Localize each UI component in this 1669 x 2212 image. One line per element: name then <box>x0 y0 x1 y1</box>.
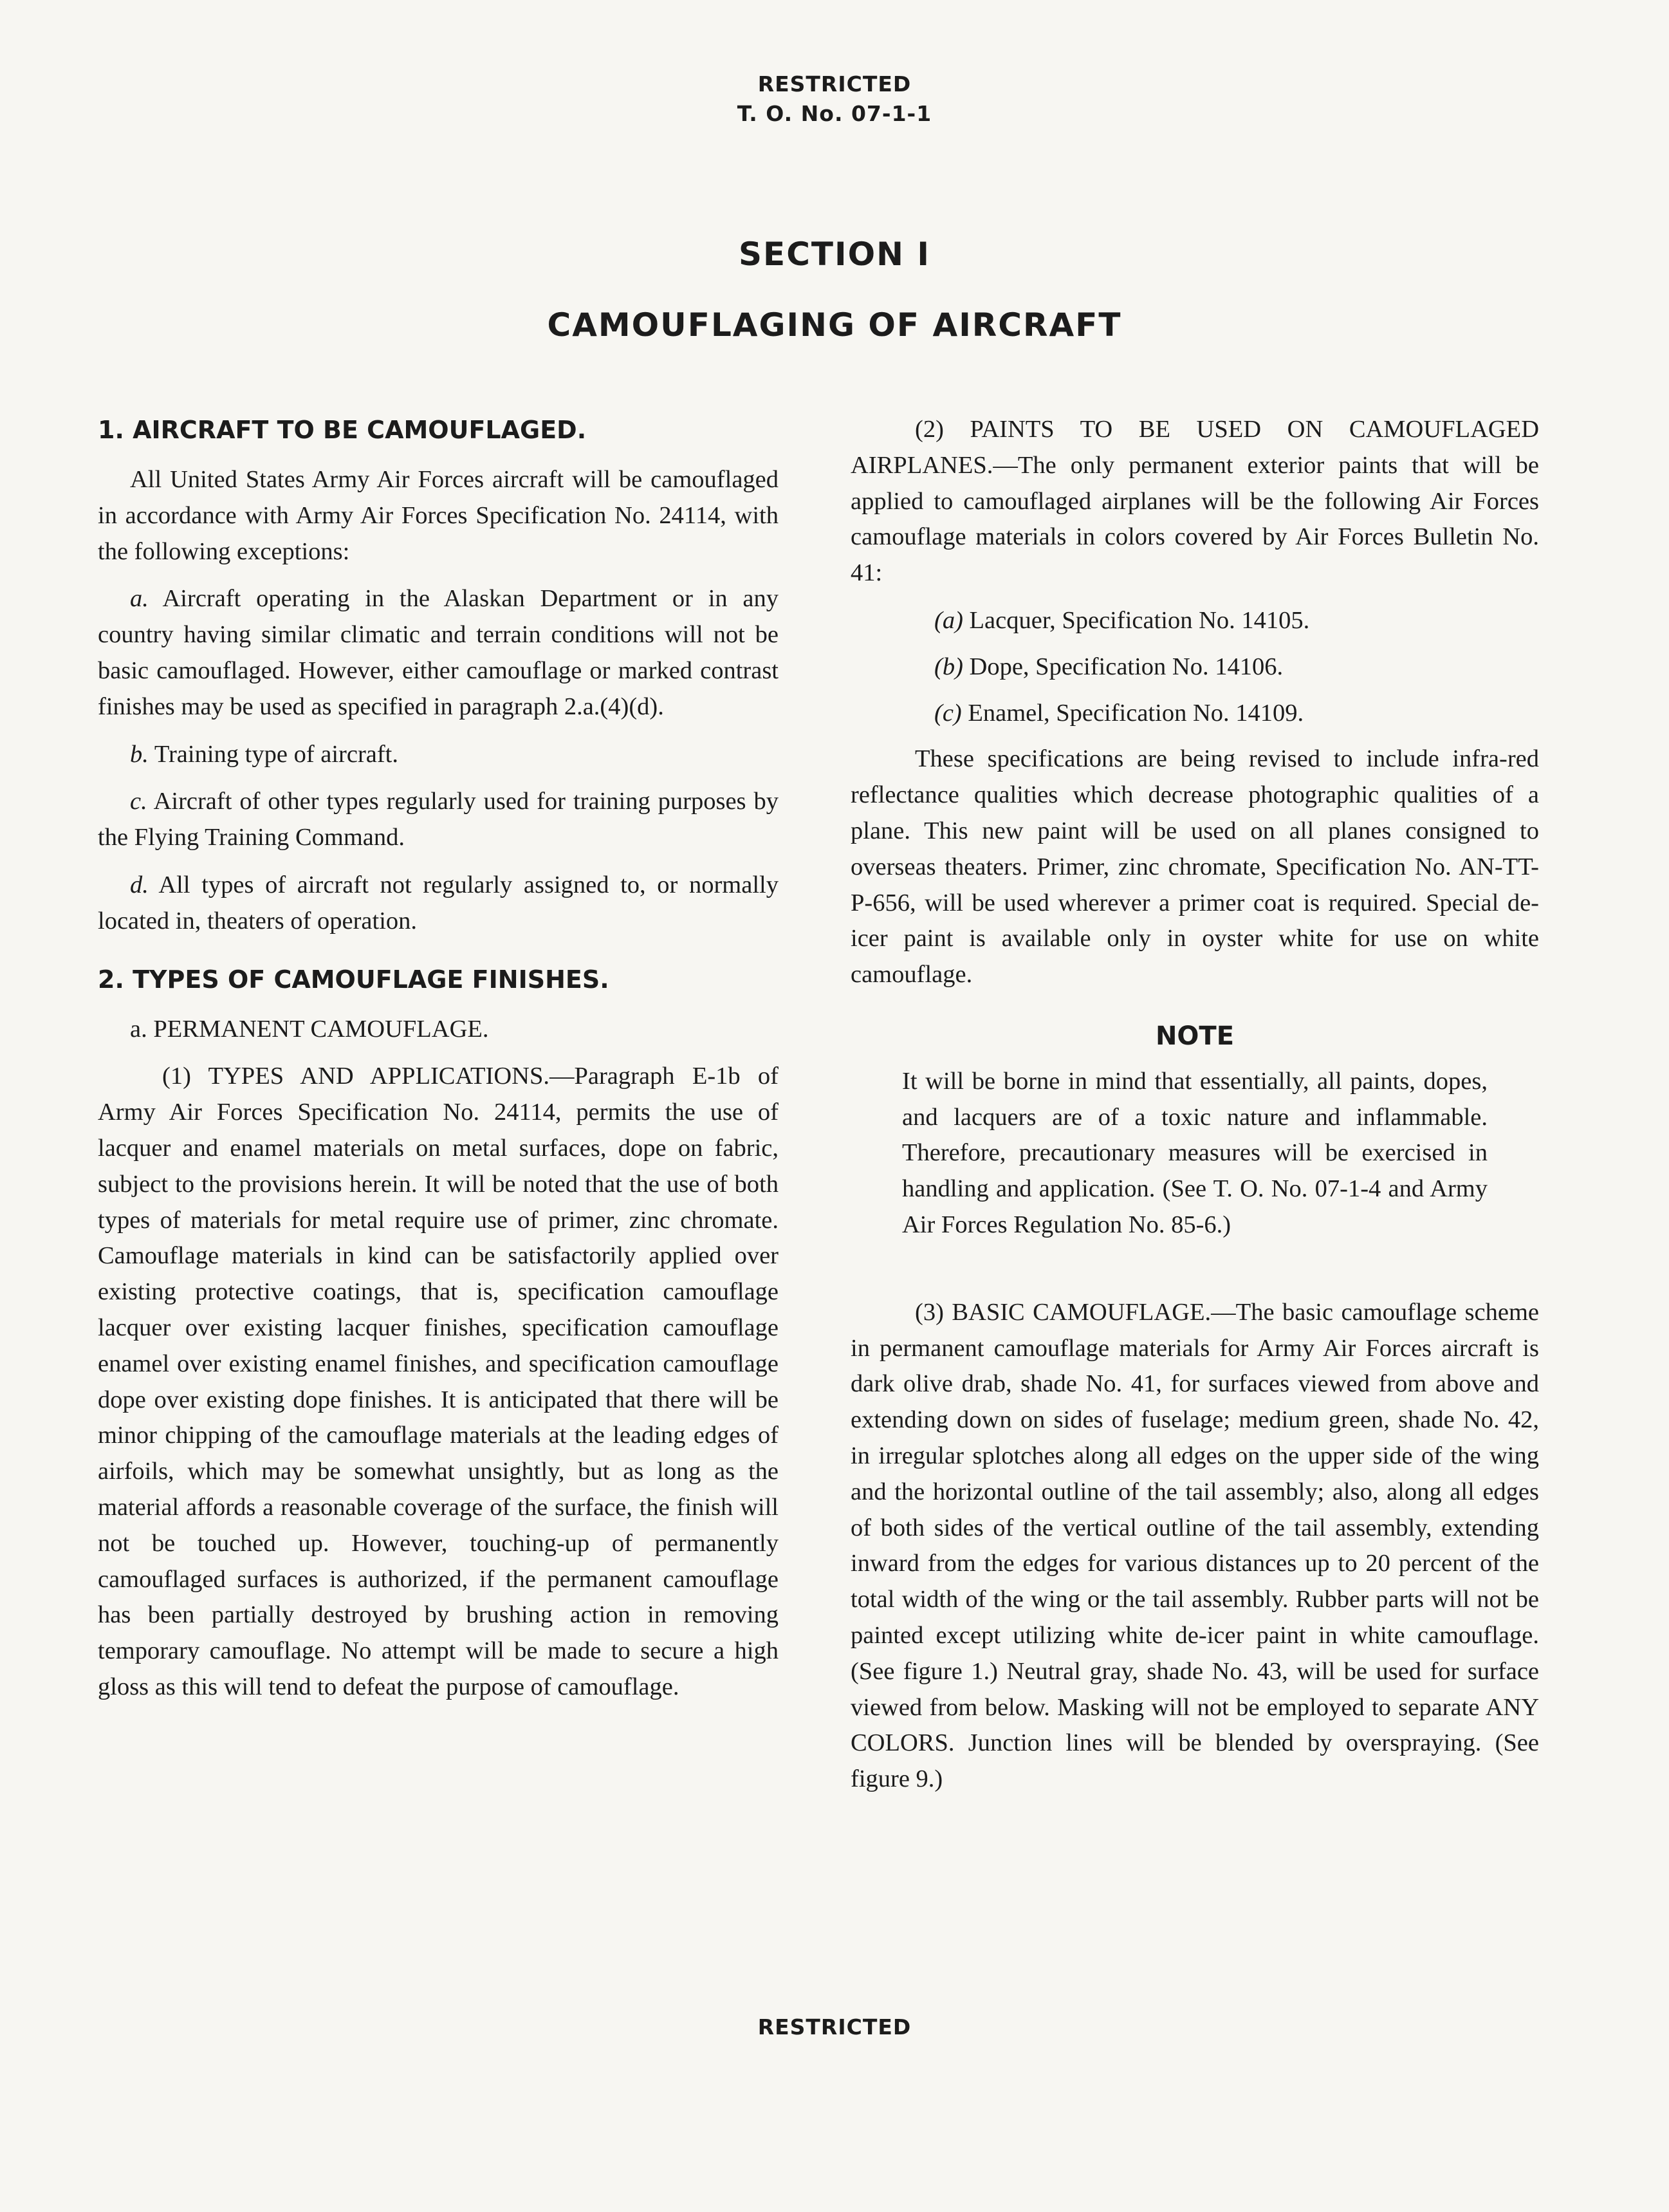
footer-classification: RESTRICTED <box>757 2014 912 2040</box>
note-heading: NOTE <box>1155 1021 1235 1051</box>
note-text: It will be borne in mind that essentially, all paints, dopes, and lacquers are of a toxic nature and inflammable. Therefore, precautionary measures will be exercised in handling and application. (See T. O. No. 07-1-4 and Army Air Forces Regulation No. 85-6.) <box>902 1067 1488 1238</box>
paragraph-paints-to-be-used: (2) PAINTS TO BE USED ON CAMOUFLAGED AIRPLANES.—The only permanent exterior paints that will be applied to camouflaged airplanes will be the following Air Forces camouflage materials in colors covered by Air Forces Bulletin No. 41: <box>851 416 1539 587</box>
paragraph-basic-camouflage: (3) BASIC CAMOUFLAGE.—The basic camouflage scheme in permanent camouflage materials for Army Air Forces aircraft is dark olive drab, shade No. 41, for surfaces viewed from above and extending down on sides of fuselage; medium green, shade No. 42, in irregular splotches along all edges on the upper side of the wing and the horizontal outline of the tail assembly; also, along all edges of both sides of the vertical outline of the tail assembly, extending inward from the edges for various distances up to 20 percent of the total width of the wing or the tail assembly. Rubber parts will not be painted except utilizing white de-icer paint in white camouflage. (See figure 1.) Neutral gray, shade No. 43, will be used for surface viewed from below. Masking will not be employed to separate ANY COLORS. Junction lines will be blended by overspraying. (See figure 9.) <box>851 1298 1539 1793</box>
paragraph-specification-revision: These specifications are being revised to include infra-red reflectance qualities which decrease photographic qualities of a plane. This new paint will be used on all planes consigned to overseas theaters. Primer, zinc chromate, Specification No. AN-TT-P-656, will be used wherever a primer coat is required. Special de-icer paint is available only in oyster white for use on white camouflage. <box>851 745 1539 989</box>
section-label: SECTION I <box>739 236 930 273</box>
section-title: CAMOUFLAGING OF AIRCRAFT <box>547 306 1122 344</box>
intro-paragraph: All United States Army Air Forces aircraft will be camouflaged in accordance with Army Air Forces Specification No. 24114, with the following exceptions: <box>98 466 779 565</box>
left-column <box>98 412 779 1717</box>
heading-aircraft-to-be-camouflaged: 1. AIRCRAFT TO BE CAMOUFLAGED. <box>98 416 587 444</box>
material-item: (b) Dope, Specification No. 14106. <box>934 653 1284 680</box>
right-column <box>851 412 1539 1809</box>
exception-item: a. Aircraft operating in the Alaskan Department or in any country having similar climatic and terrain conditions will not be basic camouflaged. However, either camouflage or marked contrast finishes may be used as specified in paragraph 2.a.(4)(d). <box>98 585 779 720</box>
header-document-number: T. O. No. 07-1-1 <box>737 101 932 126</box>
exception-item: d. All types of aircraft not regularly assigned to, or normally located in, theaters of operation. <box>98 871 779 934</box>
heading-types-of-camouflage-finishes: 2. TYPES OF CAMOUFLAGE FINISHES. <box>98 965 609 994</box>
subheading-permanent-camouflage: a. PERMANENT CAMOUFLAGE. <box>130 1015 489 1043</box>
page-header <box>0 70 1669 129</box>
header-classification: RESTRICTED <box>757 71 912 97</box>
material-item: (c) Enamel, Specification No. 14109. <box>934 699 1304 727</box>
exception-item: b. Training type of aircraft. <box>130 740 399 768</box>
exception-item: c. Aircraft of other types regularly used for training purposes by the Flying Training Command. <box>98 788 779 851</box>
material-item: (a) Lacquer, Specification No. 14105. <box>934 606 1310 634</box>
paragraph-types-and-applications: (1) TYPES AND APPLICATIONS.—Paragraph E-1b of Army Air Forces Specification No. 24114, permits the use of lacquer and enamel materials on metal surfaces, dope on fabric, subject to the provisions herein. It will be noted that the use of both types of materials for metal require use of primer, zinc chromate. Camouflage materials in kind can be satisfactorily applied over existing protective coatings, that is, specification camouflage lacquer over existing lacquer finishes, specification camouflage enamel over existing enamel finishes, and specification camouflage dope over existing dope finishes. It is anticipated that there will be minor chipping of the camouflage materials at the leading edges of airfoils, which may be somewhat unsightly, but as long as the material affords a reasonable coverage of the surface, the finish will not be touched up. However, touching-up of permanently camouflaged surfaces is authorized, if the permanent camouflage has been partially destroyed by brushing action in removing temporary camouflage. No attempt will be made to secure a high gloss as this will tend to defeat the purpose of camouflage. <box>98 1063 779 1700</box>
